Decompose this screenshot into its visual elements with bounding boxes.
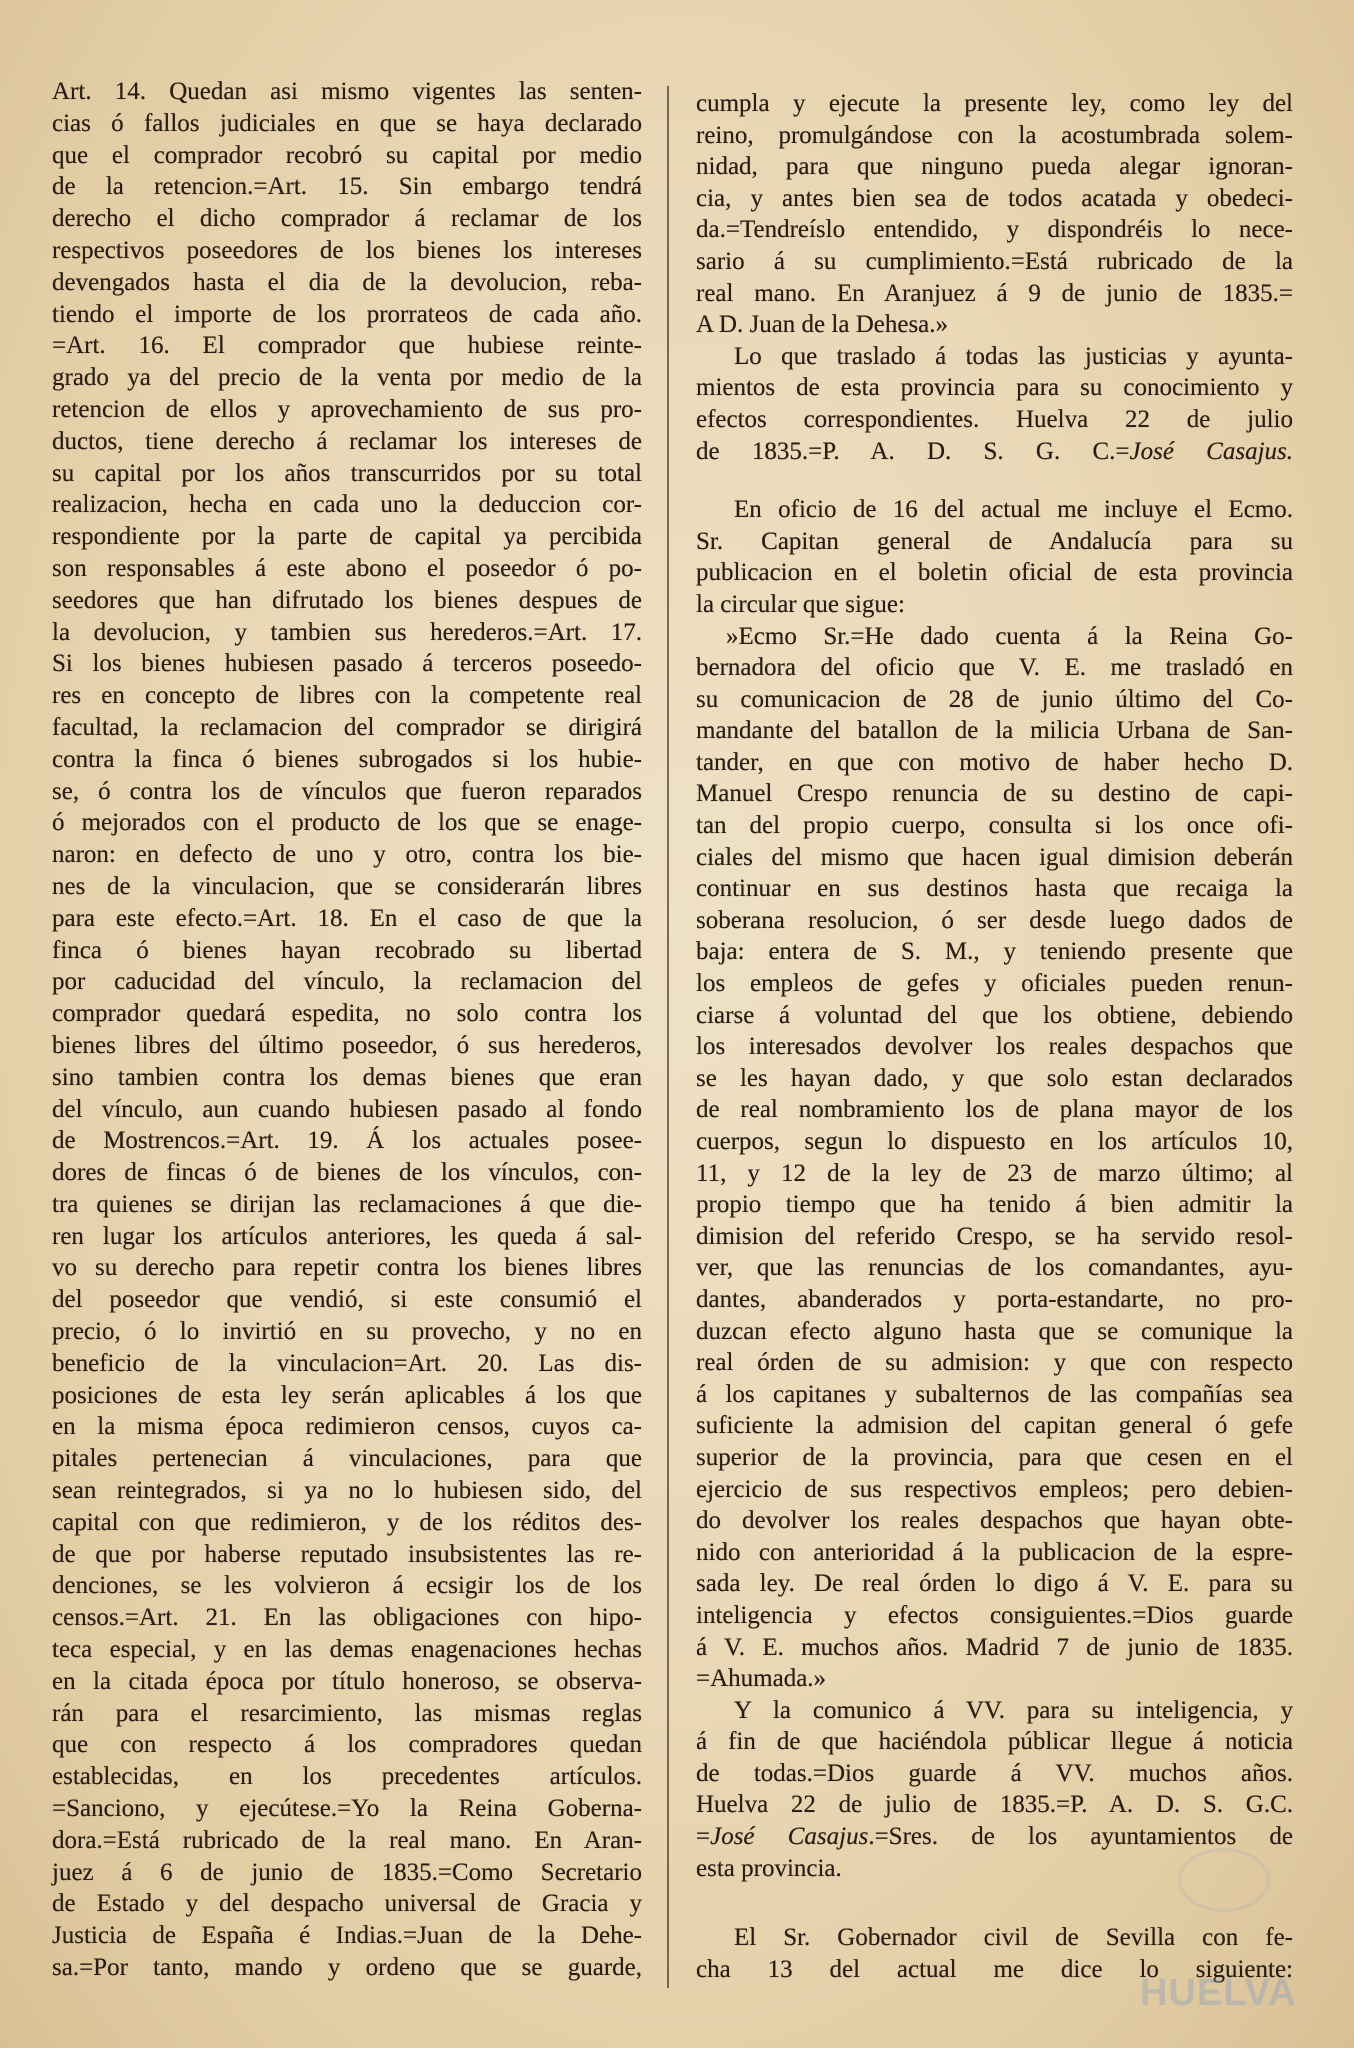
text-line: tra quienes se dirijan las reclamaciones á que die- — [52, 1190, 642, 1218]
text-line: Justicia de España é Indias.=Juan de la Dehe- — [52, 1922, 642, 1950]
text-line: de Estado y del despacho universal de Gracia y — [52, 1890, 642, 1918]
text-line: cias ó fallos judiciales en que se haya declarado — [52, 109, 642, 137]
text-line: dora.=Está rubricado de la real mano. En Aran- — [52, 1826, 642, 1854]
text-line: A D. Juan de la Dehesa.» — [696, 311, 949, 339]
text-line: precio, ó lo invirtió en su provecho, y no en — [52, 1318, 642, 1346]
text-line: en la misma época redimieron censos, cuyos ca- — [52, 1413, 642, 1441]
text-line: de todas.=Dios guarde á VV. muchos años. — [696, 1759, 1293, 1787]
text-line: real mano. En Aranjuez á 9 de junio de 1835.= — [696, 279, 1293, 307]
paragraph-law-closing — [696, 88, 1293, 341]
text-line: ó mejorados con el producto de los que se enage- — [52, 809, 642, 837]
text-line: son responsables á este abono el poseedor ó po- — [52, 554, 642, 582]
text-line: duzcan efecto alguno hasta que se comunique la — [696, 1317, 1293, 1345]
text-line: respectivos poseedores de los bienes los intereses — [52, 236, 642, 264]
text-line: bernadora del oficio que V. E. me trasladó en — [696, 654, 1293, 682]
text-segment: .=Sres. de los ayuntamientos de — [868, 1823, 1293, 1851]
text-line: beneficio de la vinculacion=Art. 20. Las dis- — [52, 1349, 642, 1377]
text-line: Art. 14. Quedan asi mismo vigentes las senten- — [52, 78, 642, 105]
text-line: la devolucion, y tambien sus herederos.=Art. 17. — [52, 618, 642, 646]
text-line: se les hayan dado, y que solo estan declarados — [696, 1064, 1293, 1092]
text-line: la circular que sigue: — [696, 590, 905, 618]
text-line: ductos, tiene derecho á reclamar los intereses de — [52, 427, 642, 455]
text-line: cumpla y ejecute la presente ley, como ley del — [696, 90, 1293, 117]
text-line: teca especial, y en las demas enagenaciones hechas — [52, 1636, 642, 1664]
text-line: realizacion, hecha en cada uno la deduccion cor- — [52, 491, 642, 519]
text-line — [696, 436, 1293, 468]
seal-watermark — [1178, 1848, 1270, 1912]
text-line: derecho el dicho comprador á reclamar de los — [52, 205, 642, 233]
text-line: res en concepto de libres con la competente real — [52, 682, 642, 710]
text-line: En oficio de 16 del actual me incluye el Ecmo. — [734, 496, 1293, 524]
text-line: establecidas, en los precedentes artículos. — [52, 1763, 642, 1791]
text-line: de real nombramiento los de plana mayor de los — [696, 1096, 1293, 1124]
text-line: á los capitanes y subalternos de las compañías sea — [696, 1380, 1293, 1408]
text-segment: = — [696, 1823, 711, 1851]
watermark: HUELVA — [1140, 1972, 1297, 2014]
text-line: Sr. Capitan general de Andalucía para su — [696, 527, 1293, 555]
text-line: finca ó bienes hayan recobrado su libertad — [52, 936, 642, 964]
text-line: censos.=Art. 21. En las obligaciones con hipo- — [52, 1604, 642, 1632]
text-line: mientos de esta provincia para su conocimiento y — [696, 374, 1293, 402]
text-line: esta provincia. — [696, 1854, 842, 1882]
text-line: cha 13 del actual me dice lo siguiente: — [696, 1955, 1293, 1983]
text-line: ciarse á voluntad del que los obtiene, debiendo — [696, 1001, 1293, 1029]
text-line: se, ó contra los de vínculos que fueron reparados — [52, 777, 642, 805]
text-line: respondiente por la parte de capital ya percibida — [52, 523, 642, 551]
text-line: del poseedor que vendió, si este consumió el — [52, 1286, 642, 1314]
text-line: del vínculo, aun cuando hubiesen pasado al fondo — [52, 1095, 642, 1123]
signature-name: José Casajus — [710, 1823, 869, 1851]
column-divider — [667, 86, 669, 1988]
text-line: Huelva 22 de julio de 1835.=P. A. D. S. G.C. — [696, 1791, 1293, 1819]
text-line: comprador quedará espedita, no solo contra los — [52, 1000, 642, 1028]
text-line: Manuel Crespo renuncia de su destino de capi- — [696, 780, 1293, 808]
text-line: superior de la provincia, para que cesen en el — [696, 1443, 1293, 1471]
text-line: que con respecto á los compradores quedan — [52, 1731, 642, 1759]
text-line: =Sanciono, y ejecútese.=Yo la Reina Goberna- — [52, 1795, 642, 1823]
text-line: sean reintegrados, si ya no lo hubiesen sido, del — [52, 1477, 642, 1505]
text-line: naron: en defecto de uno y otro, contra los bie- — [52, 841, 642, 869]
paragraph-official-letter — [696, 494, 1293, 620]
text-line: á fin de que haciéndola públicar llegue á noticia — [696, 1728, 1293, 1756]
text-line: tiendo el importe de los prorrateos de cada año. — [52, 300, 642, 328]
text-line: propio tiempo que ha tenido á bien admitir la — [696, 1191, 1293, 1219]
text-line: á V. E. muchos años. Madrid 7 de junio de 1835. — [696, 1633, 1293, 1661]
text-line: sa.=Por tanto, mando y ordeno que se guarde, — [52, 1954, 642, 1982]
text-line: seedores que han difrutado los bienes despues de — [52, 586, 642, 614]
text-line: nes de la vinculacion, que se considerarán libres — [52, 872, 642, 900]
text-line: nidad, para que ninguno pueda alegar ignoran- — [696, 153, 1293, 181]
text-line: ren lugar los artículos anteriores, les queda á sal- — [52, 1222, 642, 1250]
text-line: sino tambien contra los demas bienes que eran — [52, 1063, 642, 1091]
text-line: devengados hasta el dia de la devolucion, reba- — [52, 268, 642, 296]
text-line: efectos correspondientes. Huelva 22 de julio — [696, 405, 1293, 433]
text-segment: de 1835.=P. A. D. S. G. C.= — [696, 437, 1130, 465]
text-line: inteligencia y efectos consiguientes.=Dios guarde — [696, 1601, 1293, 1629]
right-column — [696, 88, 1293, 1985]
text-line: ejercicio de sus respectivos empleos; pero debien- — [696, 1475, 1293, 1503]
text-line: do devolver los reales despachos que hayan obte- — [696, 1507, 1293, 1535]
text-line — [696, 1821, 1293, 1853]
text-line: ver, que las renuncias de los comandantes, ayu- — [696, 1254, 1293, 1282]
text-line: de Mostrencos.=Art. 19. Á los actuales posee- — [52, 1127, 642, 1155]
text-line: »Ecmo Sr.=He dado cuenta á la Reina Go- — [726, 622, 1293, 650]
text-line: =Ahumada.» — [696, 1665, 827, 1693]
text-line: su comunicacion de 28 de junio último del Co- — [696, 685, 1293, 713]
text-line: capital con que redimieron, y de los réditos des- — [52, 1508, 642, 1536]
text-line: Lo que traslado á todas las justicias y ayunta- — [734, 342, 1293, 370]
text-line: dantes, abanderados y porta-estandarte, no pro- — [696, 1285, 1293, 1313]
text-line: da.=Tendreíslo entendido, y dispondréis lo nece- — [696, 216, 1293, 244]
text-line: Y la comunico á VV. para su inteligencia, y — [734, 1696, 1293, 1724]
text-line: ciales del mismo que hacen igual dimision deberán — [696, 843, 1293, 871]
text-line: de la retencion.=Art. 15. Sin embargo tendrá — [52, 173, 642, 201]
text-line: continuar en sus destinos hasta que recaiga la — [696, 875, 1293, 903]
text-line: tander, en que con motivo de haber hecho D. — [696, 748, 1293, 776]
text-line: soberana resolucion, ó ser desde luego dados de — [696, 906, 1293, 934]
text-line: baja: entera de S. M., y teniendo presente que — [696, 938, 1293, 966]
text-line: por caducidad del vínculo, la reclamacion del — [52, 968, 642, 996]
text-line: su capital por los años transcurridos por su total — [52, 459, 642, 487]
text-line: grado ya del precio de la venta por medio de la — [52, 364, 642, 392]
text-line: retencion de ellos y aprovechamiento de sus pro- — [52, 395, 642, 423]
text-line: sada ley. De real órden lo digo á V. E. para su — [696, 1570, 1293, 1598]
text-line: Si los bienes hubiesen pasado á terceros poseedo- — [52, 650, 642, 678]
text-line: pitales pertenecian á vinculaciones, para que — [52, 1445, 642, 1473]
text-line: bienes libres del último poseedor, ó sus herederos, — [52, 1031, 642, 1059]
text-line: tan del propio cuerpo, consulta si los once ofi- — [696, 812, 1293, 840]
text-line: =Art. 16. El comprador que hubiese reinte- — [52, 332, 642, 360]
text-line: 11, y 12 de la ley de 23 de marzo último; al — [696, 1159, 1293, 1187]
text-line: los empleos de gefes y oficiales pueden renun- — [696, 970, 1293, 998]
text-line: sario á su cumplimiento.=Está rubricado de la — [696, 247, 1293, 275]
text-line: contra la finca ó bienes subrogados si los hubie- — [52, 745, 642, 773]
text-line: vo su derecho para repetir contra los bienes libres — [52, 1254, 642, 1282]
text-line: cuerpos, segun lo dispuesto en los artículos 10, — [696, 1128, 1293, 1155]
paragraph-transfer-notice — [696, 341, 1293, 467]
text-line: para este efecto.=Art. 18. En el caso de que la — [52, 904, 642, 932]
text-line: de que por haberse reputado insubsistentes las re- — [52, 1540, 642, 1568]
text-line: juez á 6 de junio de 1835.=Como Secretario — [52, 1858, 642, 1886]
text-line: facultad, la reclamacion del comprador se dirigirá — [52, 713, 642, 741]
left-column — [52, 76, 642, 1984]
text-line: real órden de su admision: y que con respecto — [696, 1349, 1293, 1377]
signature-name: José Casajus. — [1129, 437, 1293, 465]
text-line: reino, promulgándose con la acostumbrada solem- — [696, 121, 1293, 149]
text-line: cia, y antes bien sea de todos acatada y obedeci- — [696, 184, 1293, 212]
text-line: posiciones de esta ley serán aplicables á los que — [52, 1381, 642, 1409]
text-line: los interesados devolver los reales despachos que — [696, 1033, 1293, 1061]
text-line: suficiente la admision del capitan general ó gefe — [696, 1412, 1293, 1440]
text-line: denciones, se les volvieron á ecsigir los de los — [52, 1572, 642, 1600]
paragraph-circular — [696, 621, 1293, 1695]
text-line: El Sr. Gobernador civil de Sevilla con fe- — [734, 1924, 1293, 1952]
text-line: nido con anterioridad á la publicacion de la espre- — [696, 1538, 1293, 1566]
text-line: dores de fincas ó de bienes de los vínculos, con- — [52, 1159, 642, 1187]
text-line: publicacion en el boletin oficial de esta provincia — [696, 559, 1293, 587]
text-line: que el comprador recobró su capital por medio — [52, 141, 642, 169]
text-line: rán para el resarcimiento, las mismas reglas — [52, 1699, 642, 1727]
text-line: en la citada época por título honeroso, se observa- — [52, 1667, 642, 1695]
text-line: mandante del batallon de la milicia Urbana de San- — [696, 717, 1293, 745]
text-line: dimision del referido Crespo, se ha servido resol- — [696, 1222, 1293, 1250]
